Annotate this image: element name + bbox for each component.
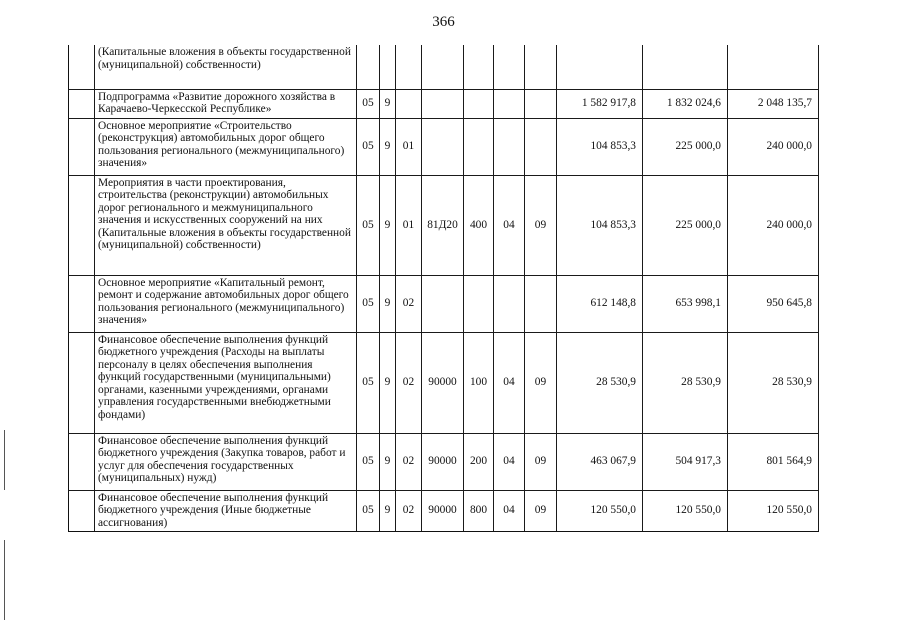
expense-name-cell: Мероприятия в части проектирования, строительства (реконструкции) автомобильных дорог регионального и межмуниципального значения и искусственных сооружений на них (Капитальные вложения в объекты государственной (муниципальной) собственности)	[95, 175, 357, 275]
table-row	[69, 275, 819, 332]
subprogram-code-cell: 9	[380, 275, 396, 332]
section-code-cell	[494, 275, 525, 332]
subprogram-code-cell: 9	[380, 332, 396, 433]
section-code-cell: 04	[494, 175, 525, 275]
subprogram-code-cell: 9	[380, 433, 396, 490]
amount-year1-cell: 104 853,3	[557, 118, 643, 175]
expense-type-cell: 200	[464, 433, 494, 490]
table-row	[69, 45, 819, 89]
expense-type-cell	[464, 89, 494, 118]
row-number-cell	[69, 275, 95, 332]
table-row	[69, 490, 819, 531]
subsection-code-cell: 09	[525, 490, 557, 531]
row-number-cell	[69, 175, 95, 275]
amount-year2-cell: 1 832 024,6	[643, 89, 728, 118]
program-code-cell: 05	[357, 89, 380, 118]
section-code-cell: 04	[494, 433, 525, 490]
event-code-cell: 02	[396, 332, 422, 433]
amount-year3-cell: 801 564,9	[728, 433, 819, 490]
budget-table	[68, 45, 819, 532]
subsection-code-cell	[525, 118, 557, 175]
page-number: 366	[432, 14, 455, 30]
row-number-cell	[69, 118, 95, 175]
subprogram-code-cell: 9	[380, 118, 396, 175]
amount-year2-cell: 120 550,0	[643, 490, 728, 531]
subprogram-code-cell: 9	[380, 175, 396, 275]
table-row	[69, 89, 819, 118]
amount-year1-cell: 1 582 917,8	[557, 89, 643, 118]
row-number-cell	[69, 433, 95, 490]
event-code-cell: 02	[396, 490, 422, 531]
program-code-cell	[357, 45, 380, 89]
direction-code-cell	[422, 89, 464, 118]
expense-type-cell: 400	[464, 175, 494, 275]
amount-year2-cell: 225 000,0	[643, 118, 728, 175]
amount-year1-cell: 104 853,3	[557, 175, 643, 275]
subsection-code-cell	[525, 89, 557, 118]
table-row	[69, 433, 819, 490]
event-code-cell: 01	[396, 118, 422, 175]
expense-name-cell: Подпрограмма «Развитие дорожного хозяйства в Карачаево-Черкесской Республике»	[95, 89, 357, 118]
amount-year2-cell: 653 998,1	[643, 275, 728, 332]
scan-margin-line	[4, 540, 5, 620]
subprogram-code-cell	[380, 45, 396, 89]
expense-name-cell: Финансовое обеспечение выполнения функций бюджетного учреждения (Закупка товаров, работ и услуг для обеспечения государственных (муниципальных) нужд)	[95, 433, 357, 490]
expense-type-cell: 100	[464, 332, 494, 433]
amount-year3-cell: 2 048 135,7	[728, 89, 819, 118]
program-code-cell: 05	[357, 490, 380, 531]
program-code-cell: 05	[357, 275, 380, 332]
event-code-cell: 02	[396, 275, 422, 332]
section-code-cell: 04	[494, 332, 525, 433]
table-row	[69, 332, 819, 433]
program-code-cell: 05	[357, 332, 380, 433]
expense-type-cell: 800	[464, 490, 494, 531]
expense-type-cell	[464, 275, 494, 332]
direction-code-cell: 90000	[422, 433, 464, 490]
subsection-code-cell: 09	[525, 433, 557, 490]
amount-year3-cell: 120 550,0	[728, 490, 819, 531]
direction-code-cell: 81Д20	[422, 175, 464, 275]
table-row	[69, 175, 819, 275]
row-number-cell	[69, 490, 95, 531]
subsection-code-cell	[525, 45, 557, 89]
amount-year3-cell: 240 000,0	[728, 175, 819, 275]
expense-name-cell: Финансовое обеспечение выполнения функций бюджетного учреждения (Расходы на выплаты персоналу в целях обеспечения выполнения функций государственными (муниципальными) органами, казенными учреждениями, органами управления государственными внебюджетными фондами)	[95, 332, 357, 433]
direction-code-cell	[422, 275, 464, 332]
amount-year2-cell: 225 000,0	[643, 175, 728, 275]
amount-year2-cell: 504 917,3	[643, 433, 728, 490]
amount-year1-cell: 612 148,8	[557, 275, 643, 332]
event-code-cell	[396, 89, 422, 118]
amount-year1-cell: 28 530,9	[557, 332, 643, 433]
amount-year1-cell	[557, 45, 643, 89]
section-code-cell	[494, 89, 525, 118]
section-code-cell	[494, 118, 525, 175]
row-number-cell	[69, 89, 95, 118]
direction-code-cell	[422, 45, 464, 89]
amount-year3-cell: 240 000,0	[728, 118, 819, 175]
expense-type-cell	[464, 45, 494, 89]
amount-year2-cell: 28 530,9	[643, 332, 728, 433]
expense-name-cell: Основное мероприятие «Строительство (реконструкция) автомобильных дорог общего пользования регионального (межмуниципального) значения»	[95, 118, 357, 175]
event-code-cell	[396, 45, 422, 89]
subsection-code-cell: 09	[525, 332, 557, 433]
expense-name-cell: (Капитальные вложения в объекты государственной (муниципальной) собственности)	[95, 45, 357, 89]
amount-year2-cell	[643, 45, 728, 89]
program-code-cell: 05	[357, 118, 380, 175]
table-row	[69, 118, 819, 175]
direction-code-cell: 90000	[422, 490, 464, 531]
subprogram-code-cell: 9	[380, 490, 396, 531]
row-number-cell	[69, 332, 95, 433]
amount-year3-cell	[728, 45, 819, 89]
subprogram-code-cell: 9	[380, 89, 396, 118]
subsection-code-cell	[525, 275, 557, 332]
row-number-cell	[69, 45, 95, 89]
event-code-cell: 02	[396, 433, 422, 490]
expense-name-cell: Основное мероприятие «Капитальный ремонт, ремонт и содержание автомобильных дорог общего пользования регионального (межмуниципального) значения»	[95, 275, 357, 332]
section-code-cell: 04	[494, 490, 525, 531]
event-code-cell: 01	[396, 175, 422, 275]
amount-year1-cell: 120 550,0	[557, 490, 643, 531]
section-code-cell	[494, 45, 525, 89]
subsection-code-cell: 09	[525, 175, 557, 275]
amount-year3-cell: 28 530,9	[728, 332, 819, 433]
expense-name-cell: Финансовое обеспечение выполнения функций бюджетного учреждения (Иные бюджетные ассигнования)	[95, 490, 357, 531]
expense-type-cell	[464, 118, 494, 175]
direction-code-cell	[422, 118, 464, 175]
direction-code-cell: 90000	[422, 332, 464, 433]
program-code-cell: 05	[357, 433, 380, 490]
amount-year1-cell: 463 067,9	[557, 433, 643, 490]
amount-year3-cell: 950 645,8	[728, 275, 819, 332]
scan-margin-line	[4, 430, 5, 490]
program-code-cell: 05	[357, 175, 380, 275]
